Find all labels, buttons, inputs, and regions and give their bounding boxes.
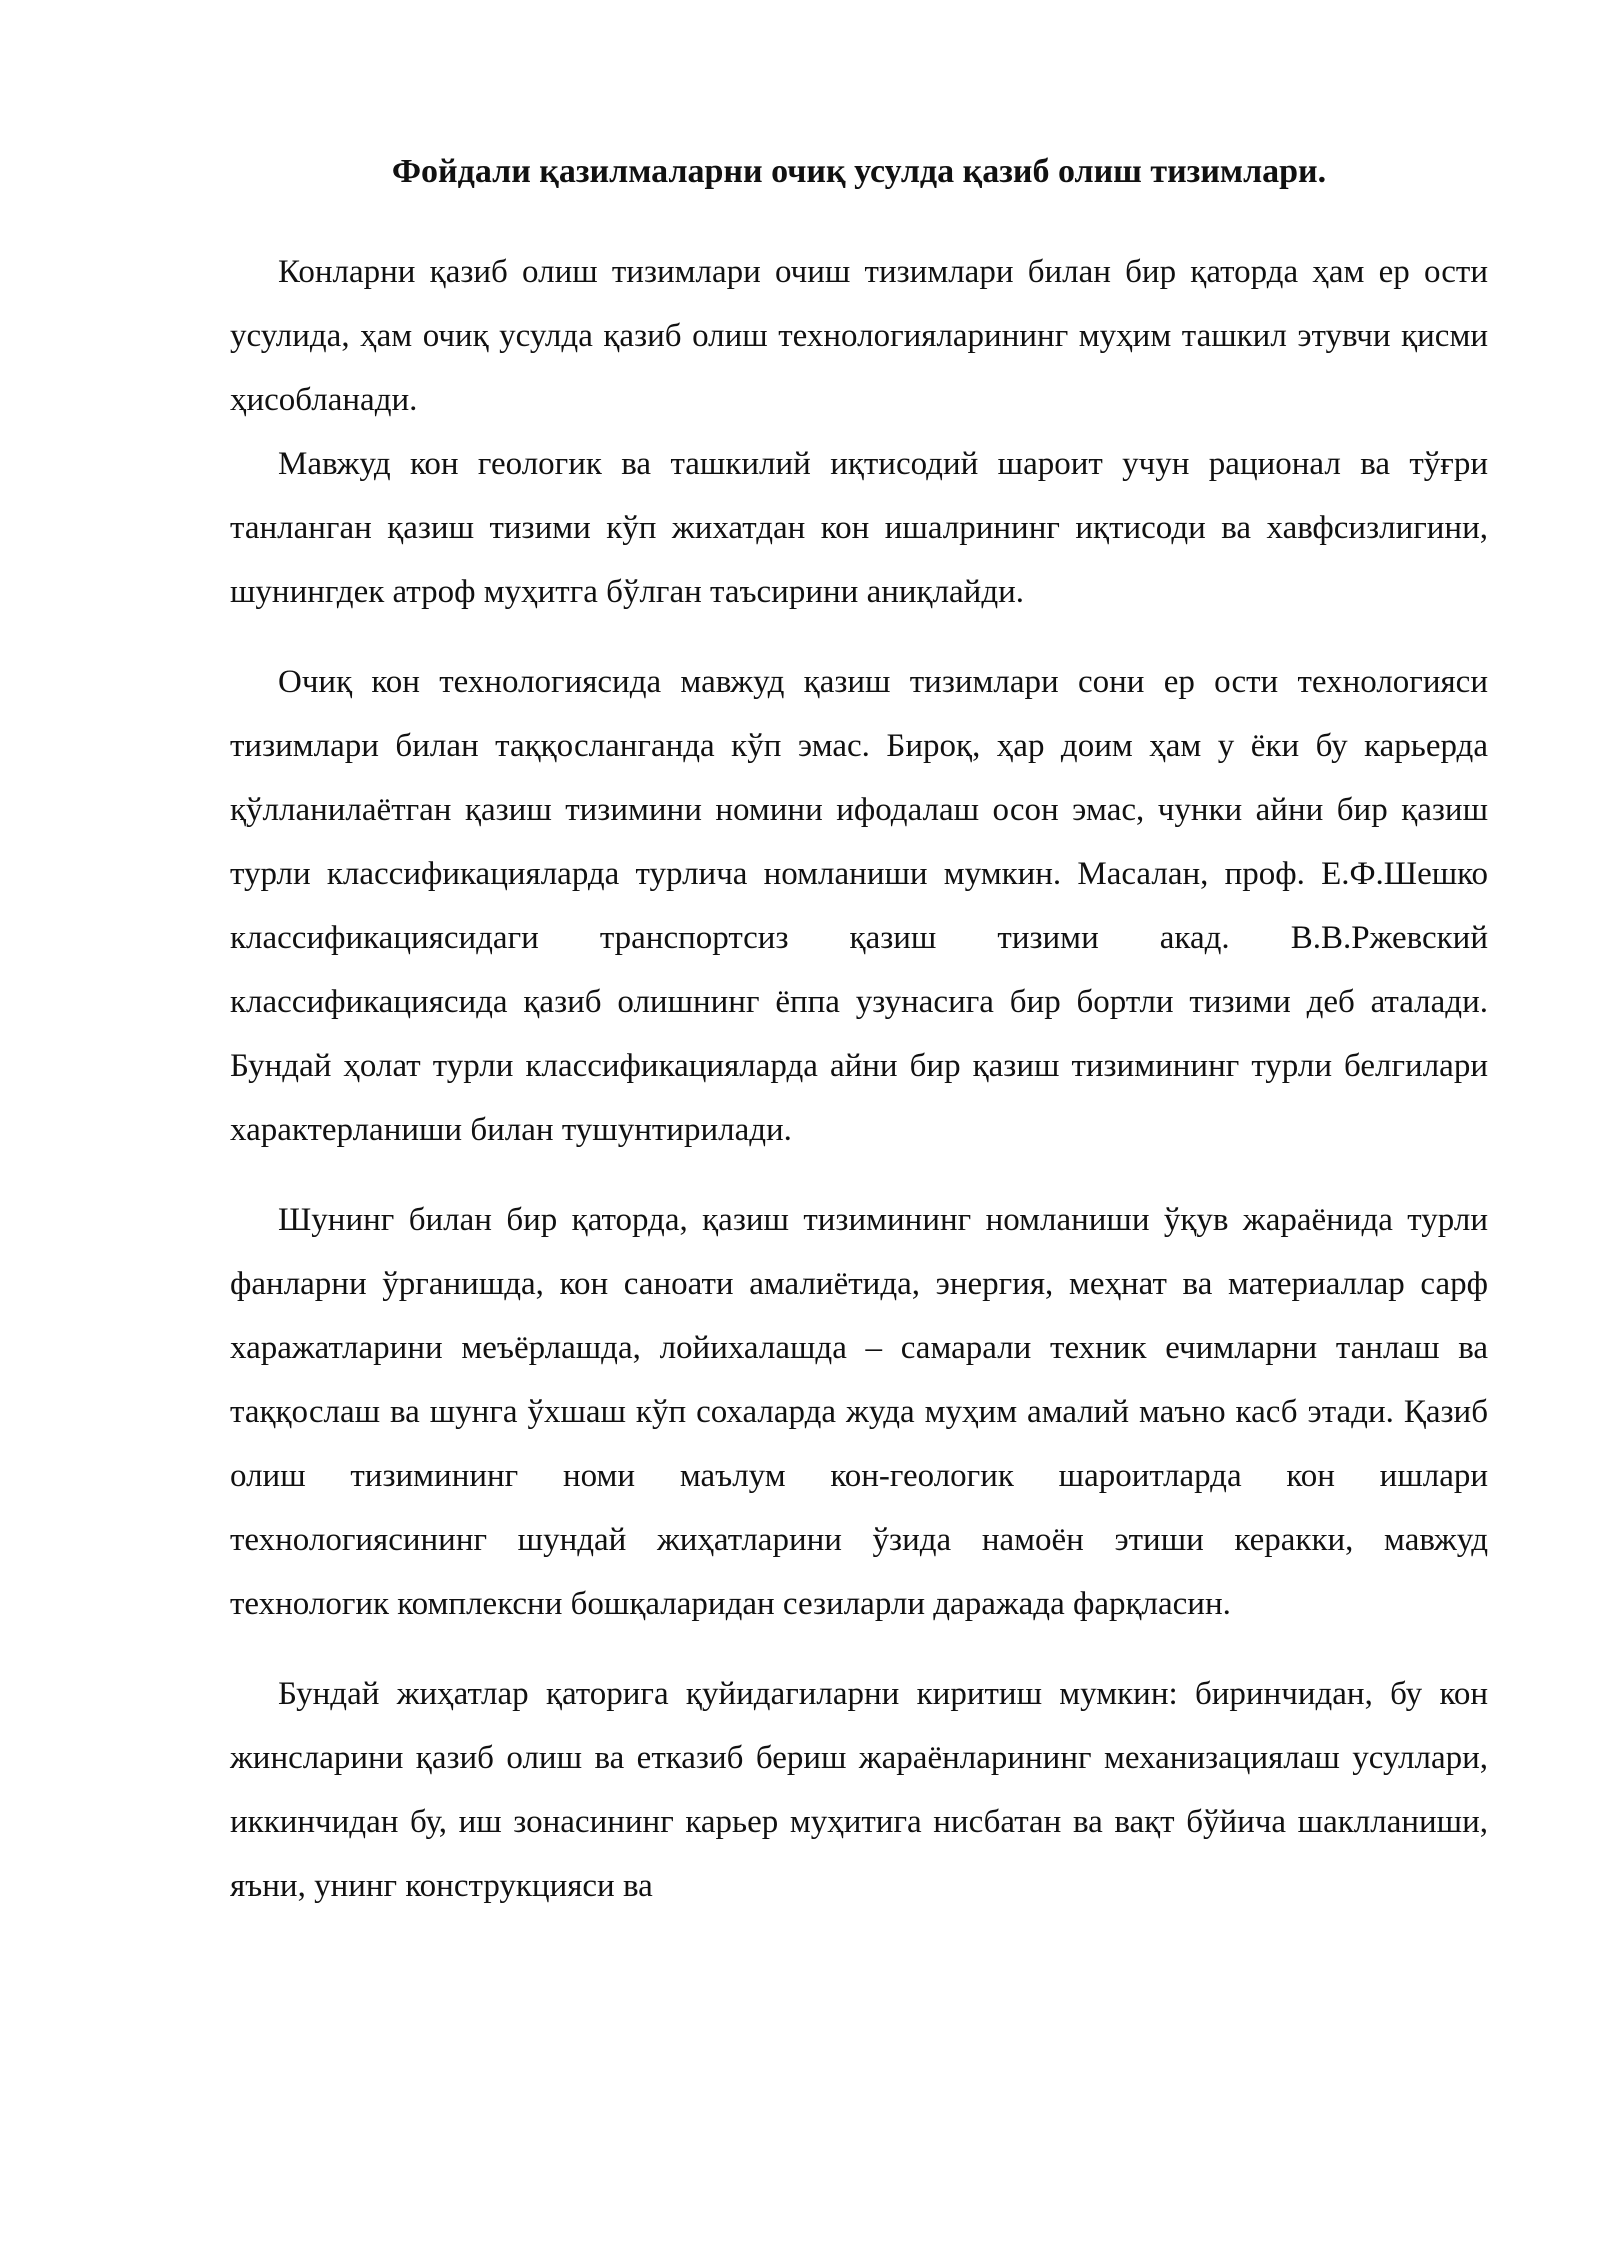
document-title: Фойдали қазилмаларни очиқ усулда қазиб олиш тизимлари.: [391, 153, 1327, 190]
paragraph-3: Очиқ кон технологиясида мавжуд қазиш тизимлари сони ер ости технологияси тизимлари билан таққосланганда кўп эмас. Бироқ, ҳар доим ҳам у ёки бу карьерда қўлланилаётган қазиш тизимини номини ифодалаш осон эмас, чунки айни бир қазиш турли классификацияларда турлича номланиши мумкин. Масалан, проф. Е.Ф.Шешко классификациясидаги транспортсиз қазиш тизими акад. В.В.Ржевский классификациясида қазиб олишнинг ёппа узунасига бир бортли тизими деб аталади. Бундай ҳолат турли классификацияларда айни бир қазиш тизимининг турли белгилари характерланиши билан тушунтирилади.: [230, 664, 1488, 1148]
paragraph-4: Шунинг билан бир қаторда, қазиш тизимининг номланиши ўқув жараёнида турли фанларни ўрганишда, кон саноати амалиётида, энергия, меҳнат ва материаллар сарф харажатларини меъёрлашда, лойихалашда – самарали техник ечимларни танлаш ва таққослаш ва шунга ўхшаш кўп сохаларда жуда муҳим амалий маъно касб этади. Қазиб олиш тизимининг номи маълум кон-геологик шароитларда кон ишлари технологиясининг шундай жиҳатларини ўзида намоён этиши керакки, мавжуд технологик комплексни бошқаларидан сезиларли даражада фарқласин.: [230, 1202, 1488, 1622]
paragraph-1: Конларни қазиб олиш тизимлари очиш тизимлари билан бир қаторда ҳам ер ости усулида, ҳам очиқ усулда қазиб олиш технологияларининг муҳим ташкил этувчи қисми ҳисобланади.: [230, 254, 1488, 418]
document-body: [230, 150, 1488, 1918]
paragraph-2: Мавжуд кон геологик ва ташкилий иқтисодий шароит учун рационал ва тўғри танланган қазиш тизими кўп жихатдан кон ишалрининг иқтисоди ва хавфсизлигини, шунингдек атроф муҳитга бўлган таъсирини аниқлайди.: [230, 446, 1488, 610]
paragraph-5: Бундай жиҳатлар қаторига қуйидагиларни киритиш мумкин: биринчидан, бу кон жинсларини қазиб олиш ва етказиб бериш жараёнларининг механизациялаш усуллари, иккинчидан бу, иш зонасининг карьер муҳитига нисбатан ва вақт бўйича шаклланиши, яъни, унинг конструкцияси ва: [230, 1676, 1488, 1904]
